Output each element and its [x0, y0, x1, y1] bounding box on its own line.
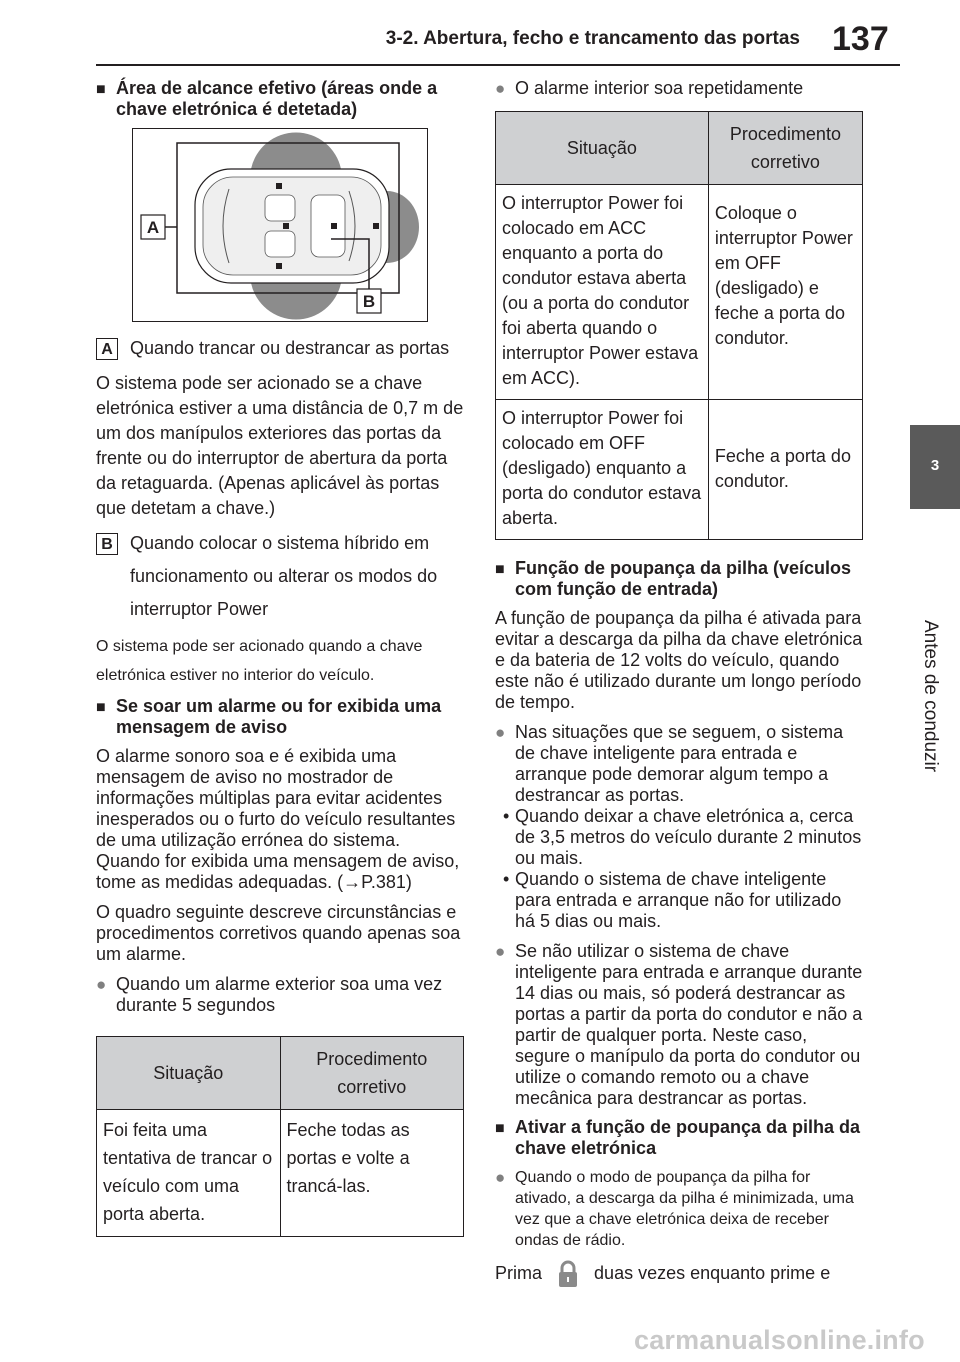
section-heading — [96, 696, 468, 738]
alarm-table-exterior — [96, 1036, 464, 1237]
square-bullet-icon: ■ — [495, 561, 505, 578]
table-header: Procedimento corretivo — [708, 112, 862, 185]
bullet-text: Se não utilizar o sistema de chave inteligente para entrada e arranque durante 14 dias ou mais, só poderá destrancar as portas a partir da porta do condutor e não a partir de qualquer porta. Neste caso, segure o manípulo da porta do condutor ou utilize o comando remoto ou a chave mecânica para destrancar as portas. — [515, 941, 863, 1108]
lock-icon — [555, 1259, 581, 1289]
square-bullet-icon: ■ — [495, 1120, 505, 1137]
table-header: Procedimento corretivo — [280, 1037, 464, 1110]
figure-label-b: B — [362, 292, 376, 311]
detection-area-figure — [132, 128, 428, 322]
paragraph: O sistema pode ser acionado quando a chave eletrónica estiver no interior do veículo. — [96, 638, 423, 684]
round-bullet-icon: ● — [495, 942, 506, 961]
sub-bullet-item — [495, 806, 865, 869]
heading-text: Área de alcance efetivo (áreas onde a chave eletrónica é detetada) — [116, 78, 438, 119]
legend-item-b — [96, 531, 468, 626]
sub-bullet-text: Quando deixar a chave eletrónica a, cerca de 3,5 metros do veículo durante 2 minutos ou mais. — [515, 806, 862, 868]
square-bullet-icon: ■ — [96, 81, 106, 98]
sub-bullet-item — [495, 869, 865, 932]
table-row — [496, 400, 863, 540]
table-row — [97, 1110, 464, 1237]
dot-bullet-icon: • — [503, 806, 510, 826]
paragraph: O alarme sonoro soa e é exibida uma mensagem de aviso no mostrador de informações múltiplas para evitar acidentes inesperados ou o furto do veículo resultantes de uma utilização errónea do sistema. Quando for exibida uma mensagem de aviso, tome as medidas adequadas. (→P.381) — [96, 746, 460, 892]
table-cell: Feche a porta do condutor. — [708, 400, 862, 540]
round-bullet-icon: ● — [495, 723, 506, 742]
section-heading — [495, 1117, 865, 1159]
table-cell: O interruptor Power foi colocado em ACC enquanto a porta do condutor estava aberta (ou a porta do condutor foi aberta quando o interruptor Power estava em ACC). — [496, 185, 709, 400]
bullet-item — [96, 974, 468, 1016]
heading-text: Função de poupança da pilha (veículos com função de entrada) — [515, 558, 852, 599]
bullet-text: Quando o modo de poupança da pilha for ativado, a descarga da pilha é minimizada, uma vez que a chave eletrónica deixa de receber ondas de rádio. — [515, 1169, 854, 1249]
dot-bullet-icon: • — [503, 869, 510, 889]
table-cell: Coloque o interruptor Power em OFF (desligado) e feche a porta do condutor. — [708, 185, 862, 400]
paragraph: A função de poupança da pilha é ativada para evitar a descarga da pilha da chave eletrónica e da bateria de 12 volts do veículo, quando este não é utilizado durante um longo período de tempo. — [495, 608, 863, 712]
table-cell: Feche todas as portas e volte a trancá-las. — [280, 1110, 464, 1237]
car-top-view-illustration — [133, 129, 429, 323]
bullet-item — [495, 78, 865, 99]
figure-label-a: A — [146, 218, 160, 237]
table-cell: Foi feita uma tentativa de trancar o veículo com uma porta aberta. — [97, 1110, 281, 1237]
round-bullet-icon: ● — [96, 975, 107, 994]
paragraph-text: Prima — [495, 1262, 543, 1283]
legend-item-a — [96, 336, 468, 365]
square-bullet-icon: ■ — [96, 699, 106, 716]
bullet-item — [495, 941, 865, 1109]
table-cell: O interruptor Power foi colocado em OFF (desligado) enquanto a porta do condutor estava aberta. — [496, 400, 709, 540]
legend-key-a: A — [96, 338, 118, 360]
heading-text: Ativar a função de poupança da pilha da chave eletrónica — [515, 1117, 861, 1158]
round-bullet-icon: ● — [495, 1168, 506, 1187]
legend-text-b: Quando colocar o sistema híbrido em funcionamento ou alterar os modos do interruptor Power — [130, 533, 438, 619]
round-bullet-icon: ● — [495, 79, 506, 98]
header-rule — [96, 64, 900, 66]
section-heading — [495, 558, 865, 600]
legend-key-b: B — [96, 533, 118, 555]
alarm-table-interior — [495, 111, 863, 540]
paragraph-text: duas vezes enquanto prime e — [594, 1262, 831, 1283]
heading-text: Se soar um alarme ou for exibida uma mensagem de aviso — [116, 696, 442, 737]
table-header: Situação — [496, 112, 709, 185]
chapter-label: Antes de conduzir — [920, 620, 941, 773]
section-heading — [96, 78, 468, 120]
table-header: Situação — [97, 1037, 281, 1110]
sub-bullet-text: Quando o sistema de chave inteligente para entrada e arranque não for utilizado há 5 dias ou mais. — [515, 869, 842, 931]
bullet-item — [495, 722, 865, 806]
table-row — [496, 185, 863, 400]
paragraph-with-icon — [495, 1259, 865, 1289]
chapter-tab: 3 — [910, 425, 960, 509]
paragraph: O sistema pode ser acionado se a chave eletrónica estiver a uma distância de 0,7 m de um dos manípulos exteriores das portas da frente ou do interruptor de abertura da porta da retaguarda. (Apenas aplicável às portas que detetam a chave.) — [96, 373, 464, 518]
bullet-text: O alarme interior soa repetidamente — [515, 78, 804, 98]
left-column — [96, 78, 468, 1237]
right-column — [495, 78, 865, 1298]
header-title: 3-2. Abertura, fecho e trancamento das portas — [385, 28, 800, 49]
bullet-text: Nas situações que se seguem, o sistema de chave inteligente para entrada e arranque pode demorar algum tempo a destrancar as portas. — [515, 722, 844, 805]
bullet-item — [495, 1167, 865, 1251]
watermark: carmanualsonline.info — [634, 1325, 925, 1355]
paragraph: O quadro seguinte descreve circunstâncias e procedimentos corretivos quando apenas soa um alarme. — [96, 902, 461, 964]
legend-text-a: Quando trancar ou destrancar as portas — [130, 338, 450, 358]
bullet-text: Quando um alarme exterior soa uma vez durante 5 segundos — [116, 974, 443, 1015]
page-number: 137 — [832, 20, 889, 58]
